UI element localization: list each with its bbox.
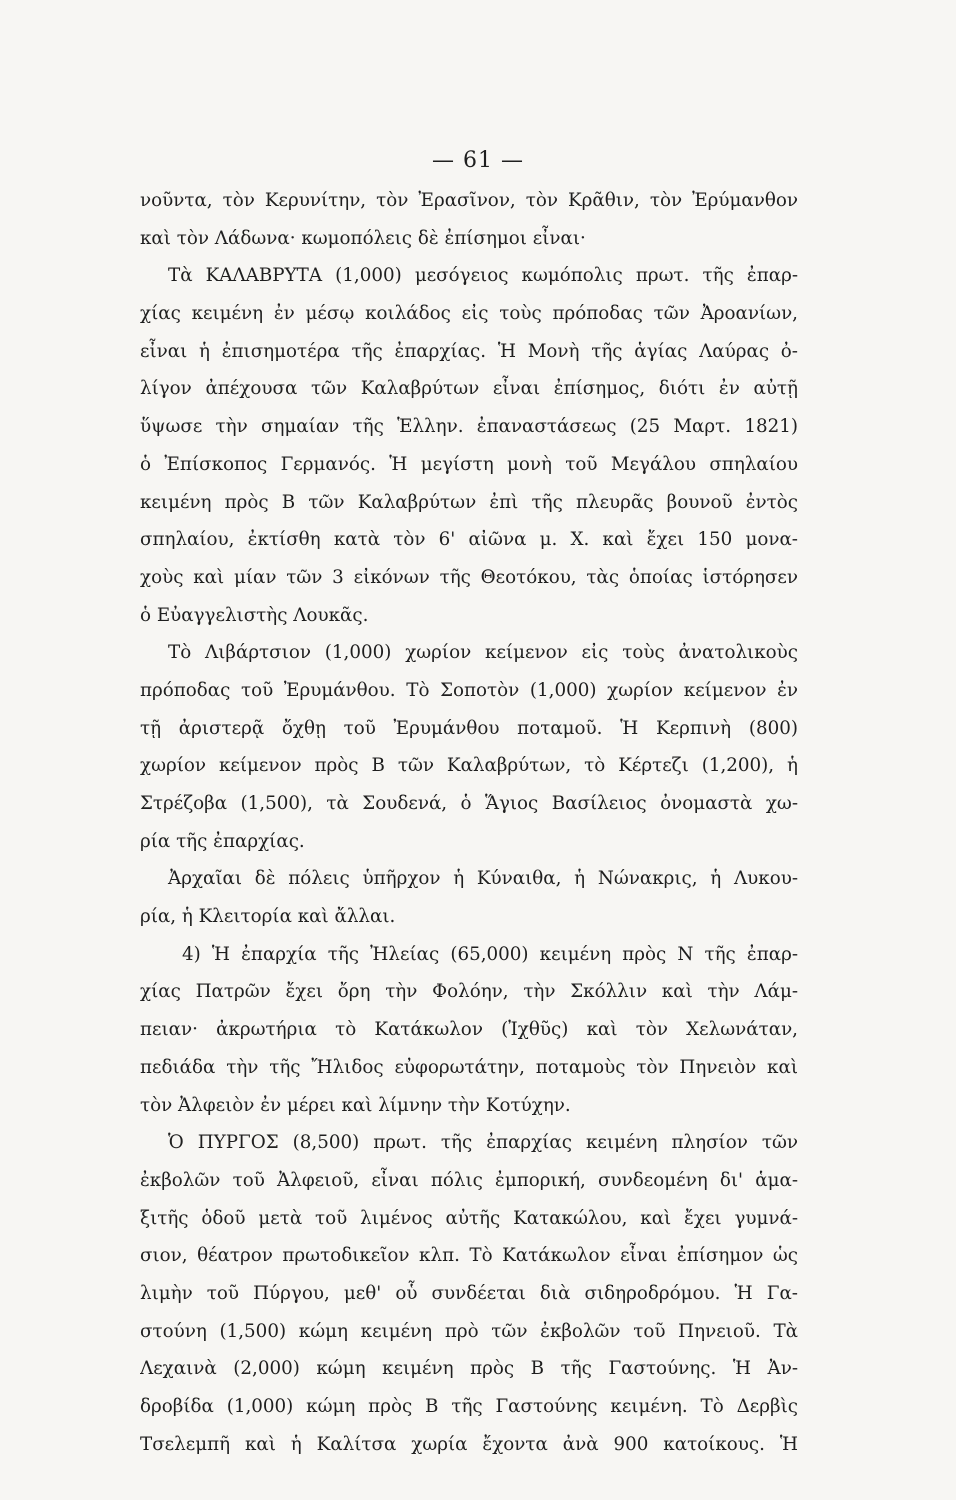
text-line: Τὰ ΚΑΛΑΒΡΥΤΑ (1,000) μεσόγειος κωμόπολις πρωτ. τῆς ἐπαρ-	[168, 265, 798, 287]
text-line: χίας κειμένη ἐν μέσῳ κοιλάδος εἰς τοὺς πρόποδας τῶν Ἀροανίων,	[140, 303, 798, 325]
text-line: σπηλαίου, ἐκτίσθη κατὰ τὸν 6' αἰῶνα μ. Χ. καὶ ἔχει 150 μονα-	[140, 529, 798, 551]
body-text	[140, 182, 798, 1463]
text-line: Ὁ ΠΥΡΓΟΣ (8,500) πρωτ. τῆς ἐπαρχίας κειμένη πλησίον τῶν	[168, 1132, 798, 1154]
text-line: λίγον ἀπέχουσα τῶν Καλαβρύτων εἶναι ἐπίσημος, διότι ἐν αὐτῇ	[140, 378, 798, 400]
text-line: Τὸ Λιβάρτσιον (1,000) χωρίον κείμενον εἰς τοὺς ἀνατολικοὺς	[168, 642, 798, 664]
text-line: τὸν Ἀλφειὸν ἐν μέρει καὶ λίμνην τὴν Κοτύχην.	[140, 1094, 571, 1116]
page-number: — 61 —	[432, 148, 524, 173]
text-line: Ἀρχαῖαι δὲ πόλεις ὑπῆρχον ἡ Κύναιθα, ἡ Νώνακρις, ἡ Λυκου-	[168, 868, 798, 890]
text-line: χωρίον κείμενον πρὸς Β τῶν Καλαβρύτων, τὸ Κέρτεζι (1,200), ἡ	[140, 755, 798, 777]
text-line: χοὺς καὶ μίαν τῶν 3 εἰκόνων τῆς Θεοτόκου, τὰς ὁποίας ἱστόρησεν	[140, 566, 798, 588]
text-line: σιον, θέατρον πρωτοδικεῖον κλπ. Τὸ Κατάκωλον εἶναι ἐπίσημον ὡς	[140, 1245, 798, 1267]
text-line: καὶ τὸν Λάδωνα· κωμοπόλεις δὲ ἐπίσημοι εἶναι·	[140, 227, 586, 249]
text-line: πεδιάδα τὴν τῆς Ἤλιδος εὐφορωτάτην, ποταμοὺς τὸν Πηνειὸν καὶ	[140, 1056, 798, 1078]
text-line: κειμένη πρὸς Β τῶν Καλαβρύτων ἐπὶ τῆς πλευρᾶς βουνοῦ ἐντὸς	[140, 491, 798, 513]
text-line: λιμὴν τοῦ Πύργου, μεθ' οὗ συνδέεται διὰ σιδηροδρόμου. Ἡ Γα-	[140, 1282, 798, 1304]
text-line: ξιτῆς ὁδοῦ μετὰ τοῦ λιμένος αὐτῆς Κατακώλου, καὶ ἔχει γυμνά-	[140, 1207, 798, 1229]
text-line: Λεχαινὰ (2,000) κώμη κειμένη πρὸς Β τῆς Γαστούνης. Ἡ Ἀν-	[140, 1358, 798, 1380]
text-line: εἶναι ἡ ἐπισημοτέρα τῆς ἐπαρχίας. Ἡ Μονὴ τῆς ἁγίας Λαύρας ὀ-	[140, 340, 798, 362]
text-line: Τσελεμπῆ καὶ ἡ Καλίτσα χωρία ἔχοντα ἀνὰ 900 κατοίκους. Ἡ	[140, 1433, 798, 1455]
text-line: ἐκβολῶν τοῦ Ἀλφειοῦ, εἶναι πόλις ἐμπορική, συνδεομένη δι' ἁμα-	[140, 1169, 798, 1191]
text-line: Στρέζοβα (1,500), τὰ Σουδενά, ὁ Ἅγιος Βασίλειος ὀνομαστὰ χω-	[140, 793, 798, 814]
text-line: ὁ Ἐπίσκοπος Γερμανός. Ἡ μεγίστη μονὴ τοῦ Μεγάλου σπηλαίου	[140, 453, 798, 475]
text-line: στούνη (1,500) κώμη κειμένη πρὸ τῶν ἐκβολῶν τοῦ Πηνειοῦ. Τὰ	[140, 1320, 798, 1342]
text-line: 4) Ἡ ἐπαρχία τῆς Ἠλείας (65,000) κειμένη πρὸς Ν τῆς ἐπαρ-	[182, 943, 798, 965]
text-line: πειαν· ἀκρωτήρια τὸ Κατάκωλον (Ἰχθῦς) καὶ τὸν Χελωνάταν,	[140, 1019, 798, 1041]
text-line: νοῦντα, τὸν Κερυνίτην, τὸν Ἐρασῖνον, τὸν Κρᾶθιν, τὸν Ἐρύμανθον	[140, 190, 798, 211]
text-line: ὕψωσε τὴν σημαίαν τῆς Ἑλλην. ἐπαναστάσεως (25 Μαρτ. 1821)	[140, 416, 798, 438]
text-line: ὁ Εὐαγγελιστὴς Λουκᾶς.	[140, 604, 369, 626]
text-line: τῇ ἀριστερᾷ ὄχθῃ τοῦ Ἐρυμάνθου ποταμοῦ. Ἡ Κερπινὴ (800)	[140, 717, 798, 739]
text-line: ρία, ἡ Κλειτορία καὶ ἄλλαι.	[140, 906, 396, 928]
text-line: δροβίδα (1,000) κώμη πρὸς Β τῆς Γαστούνης κειμένη. Τὸ Δερβὶς	[140, 1396, 798, 1417]
text-line: ρία τῆς ἐπαρχίας.	[140, 830, 305, 852]
text-line: χίας Πατρῶν ἔχει ὄρη τὴν Φολόην, τὴν Σκόλλιν καὶ τὴν Λάμ-	[140, 981, 798, 1003]
text-line: πρόποδας τοῦ Ἐρυμάνθου. Τὸ Σοποτὸν (1,000) χωρίον κείμενον ἐν	[140, 679, 798, 701]
